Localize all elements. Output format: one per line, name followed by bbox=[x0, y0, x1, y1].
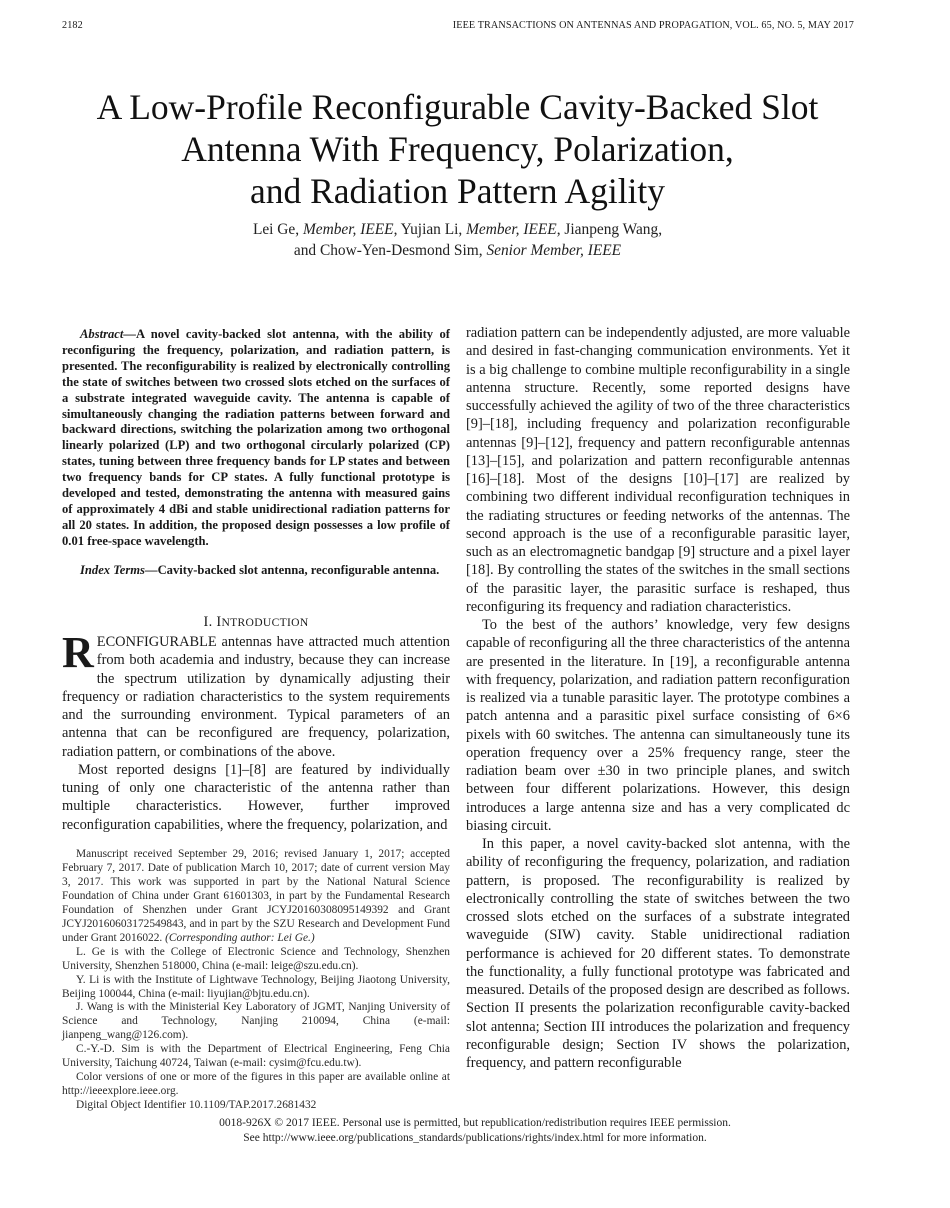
footnote-color-note: Color versions of one or more of the figures in this paper are available online at http://ieeexplore.ieee.org. bbox=[62, 1071, 450, 1098]
footnote-affiliation: Y. Li is with the Institute of Lightwave Technology, Beijing Jiaotong University, Beijing 100044, China (e-mail: liyujian@bjtu.edu.cn). bbox=[62, 973, 450, 1000]
author-membership: Senior Member, IEEE bbox=[486, 241, 622, 259]
footnote-manuscript: Manuscript received September 29, 2016; revised January 1, 2017; accepted February 7, 2017. Date of publication March 10, 2017; date of current version May 3, 2017. This work was supported in part by the National Natural Science Foundation of China under Grant 61601303, in part by the Fundamental Research Foundation of Shenzhen under Grant JCYJ20160308095149392 and Grant JCYJ20160603172549843, and in part by the SZU Research and Development Fund under Grant 2016022. (Corresponding author: Lei Ge.) bbox=[62, 848, 450, 944]
running-header bbox=[62, 20, 854, 34]
author-name: and Chow-Yen-Desmond Sim, bbox=[293, 241, 487, 259]
footnote-affiliation: C.-Y.-D. Sim is with the Department of Electrical Engineering, Feng Chia University, Taichung 40724, Taiwan (e-mail: cysim@fcu.edu.tw). bbox=[62, 1043, 450, 1070]
abstract-text: A novel cavity-backed slot antenna, with the ability of reconfiguring the frequency, polarization, and radiation pattern, is presented. The reconfigurability is realized by electronically controlling the state of switches between two crossed slots etched on the surfaces of a substrate integrated waveguide cavity. The antenna is capable of simultaneously changing the radiation patterns between forward and backward directions, switching the polarization among two orthogonal linearly polarized (LP) and two orthogonal circularly polarized (CP) states, tuning between three frequency bands for LP states and between two frequency bands for CP states. A fully functional prototype is developed and tested, demonstrating the antenna with measured gains of approximately 4 dBi and stable unidirectional radiation patterns for all 20 states. In addition, the proposed design possesses a low profile of 0.01 free-space wavelength. bbox=[62, 327, 450, 548]
index-terms-label: Index Terms— bbox=[80, 563, 158, 577]
author-membership: Member, IEEE bbox=[302, 221, 394, 238]
drop-cap: R bbox=[62, 628, 94, 677]
footnote-doi: Digital Object Identifier 10.1109/TAP.2017.2681432 bbox=[76, 1099, 317, 1112]
author-list bbox=[40, 220, 875, 261]
page-number: 2182 bbox=[62, 20, 83, 31]
paragraph: To the best of the authors’ knowledge, very few designs capable of reconfiguring all the three characteristics of the antenna are presented in the literature. In [19], a reconfigurable antenna with frequency, polarization, and radiation pattern reconfiguration is realized via a tunable parasitic layer. The prototype combines a patch antenna and a parasitic pixel surface consisting of 6×6 pixels with 60 switches. The antenna can simultaneously tune its operation frequency over a 25% frequency range, steer the radiation beam over ±30 in two principle planes, and switch between four different polarizations. However, this design introduces a large antenna size and has a very complicated dc biasing circuit. bbox=[466, 617, 850, 834]
paragraph: In this paper, a novel cavity-backed slot antenna, with the ability of reconfiguring the frequency, polarization, and radiation pattern, is proposed. The reconfigurability is realized by electronically controlling the state of switches between the two crossed slots etched on the surfaces of a substrate integrated waveguide (SIW) cavity. Stable unidirectional radiation performance is achieved for 20 different states. To demonstrate the functionality, a fully functional prototype was fabricated and measured. Details of the proposed design are described as follows. Section II presents the polarization reconfigurable cavity-backed slot antenna; Section III introduces the polarization and frequency reconfigurable design; Section IV shows the polarization, frequency, and pattern reconfigurable bbox=[466, 836, 850, 1071]
footnote-affiliation: L. Ge is with the College of Electronic Science and Technology, Shenzhen University, Shenzhen 518000, China (e-mail: leige@szu.edu.cn). bbox=[62, 945, 450, 972]
introduction-left-column bbox=[62, 628, 450, 834]
paragraph: Most reported designs [1]–[8] are featured by individually tuning of only one characteristic of the antenna rather than multiple characteristics. However, further improved reconfiguration capabilities, where the frequency, polarization, and bbox=[62, 761, 450, 833]
author-name: , Jianpeng Wang, bbox=[556, 221, 663, 238]
section-heading-introduction: I. INTRODUCTION bbox=[203, 614, 309, 630]
copyright-notice bbox=[100, 1116, 850, 1145]
copyright-line: See http://www.ieee.org/publications_standards/publications/rights/index.html for more information. bbox=[243, 1131, 707, 1144]
journal-name: IEEE TRANSACTIONS ON ANTENNAS AND PROPAGATION, VOL. 65, NO. 5, MAY 2017 bbox=[452, 20, 854, 31]
footnote-affiliation: J. Wang is with the Ministerial Key Laboratory of JGMT, Nanjing University of Science and Technology, Nanjing 210094, China (e-mail: jianpeng_wang@126.com). bbox=[62, 1001, 450, 1042]
title-line-1: A Low-Profile Reconfigurable Cavity-Backed Slot bbox=[96, 87, 819, 127]
footnotes bbox=[62, 848, 450, 1113]
copyright-line: 0018-926X © 2017 IEEE. Personal use is permitted, but republication/redistribution requires IEEE permission. bbox=[219, 1117, 731, 1129]
index-terms-text: Cavity-backed slot antenna, reconfigurable antenna. bbox=[157, 563, 440, 577]
author-name: Lei Ge, bbox=[252, 221, 303, 238]
paragraph: RECONFIGURABLE antennas have attracted much attention from both academia and industry, because they can increase the spectrum utilization by dynamically adjusting their frequency or radiation characteristics to the system requirements and the surrounding environment. Typical parameters of an antenna that can be reconfigured are frequency, polarization, radiation pattern, or combinations of the above. bbox=[62, 628, 450, 760]
abstract-label: Abstract— bbox=[80, 327, 136, 341]
abstract bbox=[62, 327, 450, 550]
paragraph: radiation pattern can be independently adjusted, are more valuable and desired in fast-changing communication environments. Yet it is a big challenge to combine multiple reconfigurability in a single antenna structure. Recently, some reported designs have successfully achieved the agility of two of the three characteristics [9]–[18], including frequency and polarization reconfigurable antennas [9]–[12], frequency and pattern reconfigurable antennas [13]–[15], and polarization and pattern reconfigurable antennas [16]–[18]. Most of the designs [10]–[17] are realized by combining two different individual reconfiguration techniques in the radiating structures or feeding networks of the antennas. The second approach is the use of a reconfigurable parasitic layer, such as an electromagnetic bandgap [9] structure and a pixel layer [18]. By controlling the states of the switches in the small sections of the parasitic layer, the parasitic surface is reshaped, thus reconfiguring its frequency and radiation characteristics. bbox=[466, 325, 850, 615]
introduction-right-column bbox=[466, 324, 850, 1072]
title-line-2: Antenna With Frequency, Polarization, bbox=[181, 129, 734, 169]
paper-title bbox=[40, 86, 875, 212]
author-name: , Yujian Li, bbox=[393, 221, 467, 238]
author-membership: Member, IEEE bbox=[466, 221, 557, 238]
index-terms bbox=[62, 563, 450, 579]
title-line-3: and Radiation Pattern Agility bbox=[249, 171, 666, 211]
